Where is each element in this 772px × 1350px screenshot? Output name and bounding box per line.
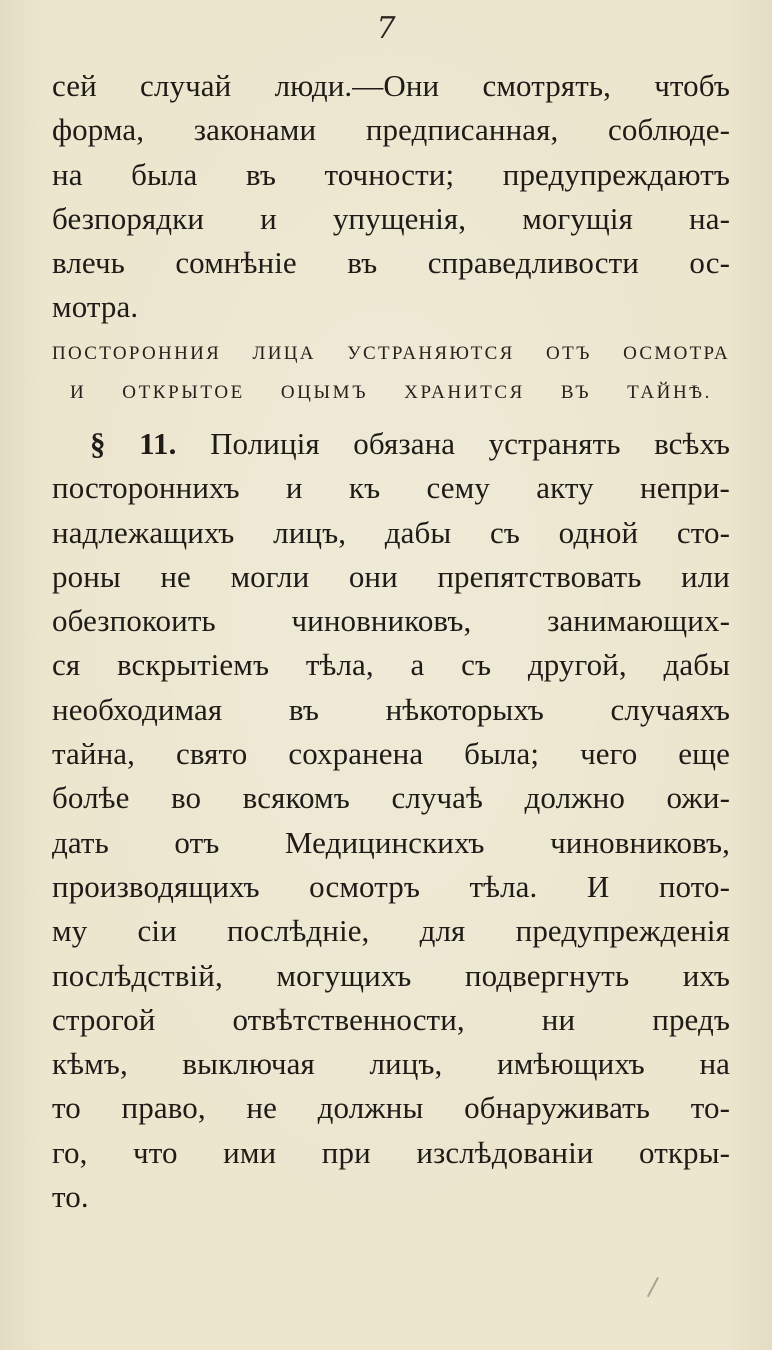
text-line: то. [52, 1179, 89, 1215]
section-heading-line: ПОСТОРОННИЯ ЛИЦА УСТРАНЯЮТСЯ ОТЪ ОСМОТРА [52, 343, 730, 364]
text-line: роны не могли они препятствовать или [52, 558, 730, 594]
text-line: дать отъ Медицинскихъ чиновниковъ, [52, 824, 730, 860]
text-line: мотра. [52, 289, 139, 325]
text-line: строгой отвѣтственности, ни предъ [52, 1001, 730, 1037]
text-line: необходимая въ нѣкоторыхъ случаяхъ [52, 691, 730, 727]
text-line: му сіи послѣдніе, для предупрежденія [52, 913, 730, 949]
pencil-mark [647, 1277, 659, 1297]
text-line: то право, не должны обнаруживать то- [52, 1090, 730, 1126]
text-line: на была въ точности; предупреждаютъ [52, 156, 730, 192]
text-line: производящихъ осмотръ тѣла. И пото- [52, 868, 730, 904]
text-line: ся вскрытіемъ тѣла, а съ другой, дабы [52, 647, 730, 683]
paragraph-continued [52, 64, 730, 330]
text-line: сей случай люди.—Они смотрять, чтобъ [52, 68, 730, 103]
text-line: влечь сомнѣніе въ справедливости ос- [52, 245, 730, 281]
section-paragraph [52, 422, 730, 1219]
section-heading-line: И ОТКРЫТОЕ ОЦЫМЪ ХРАНИТСЯ ВЪ ТАЙНѢ. [70, 382, 712, 403]
text-line: послѣдствій, могущихъ подвергнуть ихъ [52, 957, 730, 993]
text-line: тайна, свято сохранена была; чего еще [52, 736, 730, 772]
section-number: § 11. [90, 426, 177, 461]
text-line: безпорядки и упущенія, могущія на- [52, 200, 730, 236]
text-line: постороннихъ и къ сему акту непри- [52, 470, 730, 506]
text-line: кѣмъ, выключая лицъ, имѣющихъ на [52, 1046, 730, 1082]
text-line: обезпокоить чиновниковъ, занимающих- [52, 603, 730, 639]
text-line: болѣе во всякомъ случаѣ должно ожи- [52, 780, 730, 816]
text-line: надлежащихъ лицъ, дабы съ одной сто- [52, 514, 730, 550]
section-first-line [52, 422, 730, 466]
page-number: 7 [376, 11, 396, 46]
text-line: го, что ими при изслѣдованіи откры- [52, 1134, 730, 1170]
text-line: форма, законами предписанная, соблюде- [52, 112, 730, 148]
text-fragment: Полиція обязана устранять всѣхъ [210, 426, 730, 461]
